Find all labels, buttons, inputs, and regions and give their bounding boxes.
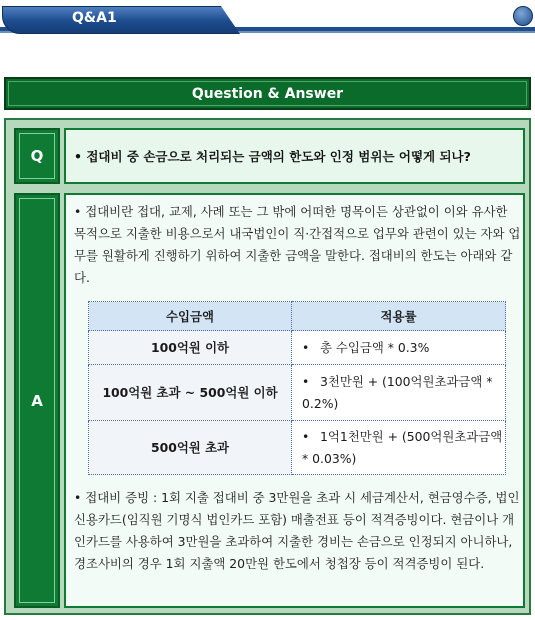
- answer-intro: • 접대비란 접대, 교제, 사례 또는 그 밖에 어떠한 명목이든 상관없이 이와 유사한 목적으로 지출한 비용으로서 내국법인이 직·간접적으로 업무와 관련이 있는 자와 업무를 원활하게 진행하기 위하여 지출한 금액을 말한다. 접대비의 한도는 아래와 같다.: [74, 204, 521, 285]
- header-end-cap: [513, 6, 533, 26]
- row-rate-text: 총 수입금액 * 0.3%: [320, 339, 430, 355]
- qa-panel: [4, 118, 531, 615]
- row-income: 100억원 이하: [89, 331, 292, 365]
- header-tab-label: Q&A1: [72, 10, 117, 26]
- row-rate: • 3천만원 + (100억원초과금액 * 0.2%): [292, 365, 506, 421]
- row-rate: • 1억1천만원 + (500억원초과금액 * 0.03%): [292, 421, 506, 475]
- header-tab-bar: [0, 0, 535, 40]
- answer-label: [14, 193, 60, 608]
- table-header-income: 수입금액: [89, 302, 292, 331]
- table-row: [89, 331, 506, 365]
- question-box: [64, 128, 525, 184]
- answer-box: [64, 193, 525, 608]
- answer-evidence: • 접대비 증빙 : 1회 지출 접대비 중 3만원을 초과 시 세금계산서, 현금영수증, 법인신용카드(임직원 기명식 법인카드 포함) 매출전표 등이 적격증빙이다. 현금이나 개인카드를 사용하여 3만원을 초과하여 지출한 경비는 손금으로 인정되지 아니하나, 경조사비의 경우 1회 지출액 20만원 한도에서 청첩장 등이 적격증빙이 된다.: [74, 490, 520, 571]
- row-rate-text: 1억1천만원 + (500억원초과금액 * 0.03%): [302, 428, 503, 466]
- header-tab: [2, 6, 240, 34]
- row-income: 500억원 초과: [89, 421, 292, 475]
- question-label-text: Q: [30, 147, 44, 165]
- table-row: [89, 365, 506, 421]
- question-label: [14, 128, 60, 184]
- row-rate: • 총 수입금액 * 0.3%: [292, 331, 506, 365]
- question-text: • 접대비 중 손금으로 처리되는 금액의 한도와 인정 범위는 어떻게 되나?: [74, 149, 471, 164]
- table-header-rate: 적용률: [292, 302, 506, 331]
- qa-title: Question & Answer: [191, 85, 344, 102]
- row-rate-text: 3천만원 + (100억원초과금액 * 0.2%): [302, 373, 493, 411]
- answer-label-text: A: [31, 391, 43, 410]
- fee-limit-table: [88, 301, 506, 475]
- row-income: 100억원 초과 ~ 500억원 이하: [89, 365, 292, 421]
- qa-title-bar: [4, 77, 531, 110]
- table-row: [89, 421, 506, 475]
